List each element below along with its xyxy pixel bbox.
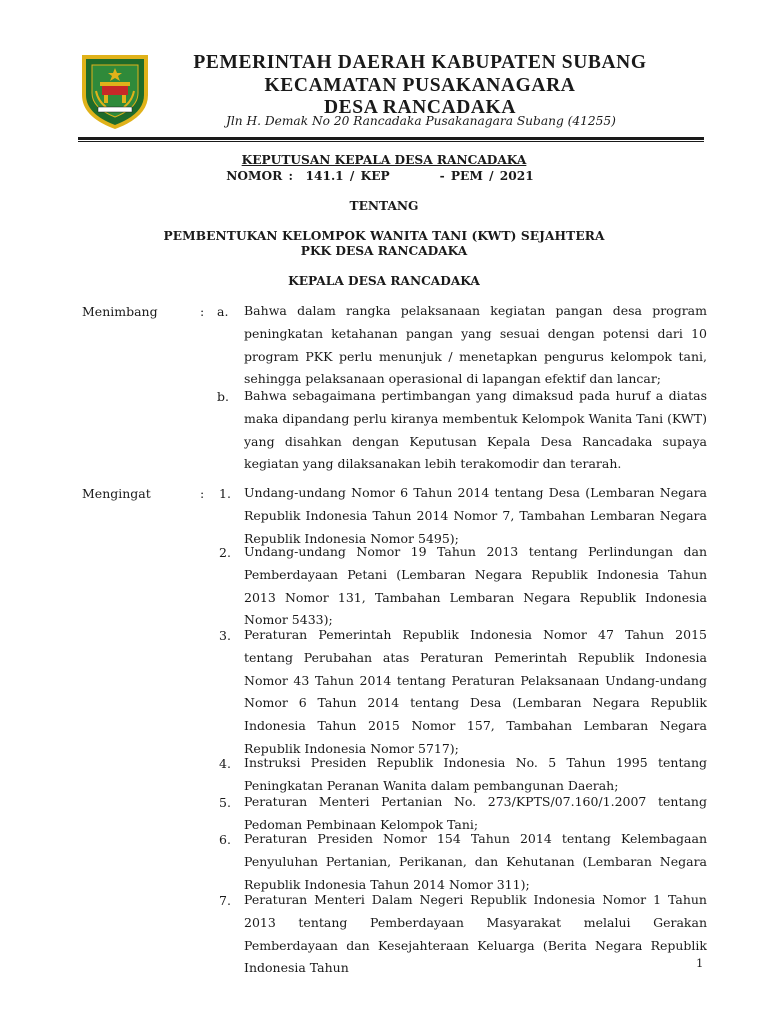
- mengingat-marker-3: 3.: [219, 628, 231, 643]
- subang-regency-emblem-icon: [78, 51, 152, 131]
- mengingat-item-3: Peraturan Pemerintah Republik Indonesia Nomor 47 Tahun 2015 tentang Perubahan atas Peraturan Pemerintah Republik Indonesia Nomor 43 Tahun 2014 tentang Peraturan Pelaksanaan Undang-undang Nomor 6 Tahun 2014 tentang Desa (Lembaran Negara Republik Indonesia Tahun 2015 Nomor 157, Tambahan Lembaran Negara Republik Indonesia Nomor 5717);: [244, 627, 707, 756]
- menimbang-item-b: Bahwa sebagaimana pertimbangan yang dimaksud pada huruf a diatas maka dipandang perlu kiranya membentuk Kelompok Wanita Tani (KWT) yang disahkan dengan Keputusan Kepala Desa Rancadaka supaya kegiatan yang dilaksanakan lebih terakomodir dan terarah.: [244, 388, 707, 472]
- page-number: 1: [696, 956, 704, 970]
- mengingat-item-5: Peraturan Menteri Pertanian No. 273/KPTS/07.160/1.2007 tentang Pedoman Pembinaan Kelompok Tani;: [244, 794, 707, 832]
- letterhead-address: Jln H. Demak No 20 Rancadaka Pusakanagara Subang (41255): [226, 114, 616, 128]
- mengingat-marker-5: 5.: [219, 795, 231, 810]
- menimbang-item-a: Bahwa dalam rangka pelaksanaan kegiatan pangan desa program peningkatan ketahanan pangan yang sesuai dengan potensi dari 10 program PKK perlu menunjuk / menetapkan pengurus kelompok tani, sehingga pelaksanaan operasional di lapangan efektif dan lancar;: [244, 303, 707, 387]
- letterhead-village: DESA RANCADAKA: [323, 97, 517, 118]
- mengingat-item-6: Peraturan Presiden Nomor 154 Tahun 2014 tentang Kelembagaan Penyuluhan Pertanian, Perikanan, dan Kehutanan (Lembaran Negara Republik Indonesia Tahun 2014 Nomor 311);: [244, 831, 707, 892]
- decree-title: KEPUTUSAN KEPALA DESA RANCADAKA: [241, 153, 527, 167]
- mengingat-item-1: Undang-undang Nomor 6 Tahun 2014 tentang Desa (Lembaran Negara Republik Indonesia Tahun 2014 Nomor 7, Tambahan Lembaran Negara Republik Indonesia Nomor 5495);: [244, 485, 707, 546]
- decree-number: NOMOR : 141.1 / KEP - PEM / 2021: [226, 169, 534, 183]
- letterhead-divider: [78, 137, 704, 140]
- mengingat-colon: :: [200, 486, 205, 501]
- letterhead-district: KECAMATAN PUSAKANAGARA: [264, 74, 576, 96]
- letterhead: [150, 52, 690, 120]
- mengingat-marker-6: 6.: [219, 832, 231, 847]
- letterhead-government: PEMERINTAH DAERAH KABUPATEN SUBANG: [193, 52, 647, 73]
- menimbang-label: Menimbang: [82, 304, 158, 319]
- mengingat-marker-7: 7.: [219, 893, 231, 908]
- menimbang-colon: :: [200, 304, 205, 319]
- mengingat-item-2: Undang-undang Nomor 19 Tahun 2013 tentang Perlindungan dan Pemberdayaan Petani (Lembaran Negara Republik Indonesia Tahun 2013 Nomor 131, Tambahan Lembaran Negara Republik Indonesia Nomor 5433);: [244, 544, 707, 628]
- decree-subject-line2: PKK DESA RANCADAKA: [300, 244, 468, 258]
- decree-about-label: TENTANG: [349, 199, 419, 213]
- menimbang-marker-a: a.: [217, 304, 229, 319]
- mengingat-item-4: Instruksi Presiden Republik Indonesia No. 5 Tahun 1995 tentang Peningkatan Peranan Wanita dalam pembangunan Daerah;: [244, 755, 707, 793]
- letterhead-divider-thin: [78, 141, 704, 142]
- menimbang-marker-b: b.: [217, 389, 229, 404]
- decree-subject-line1: PEMBENTUKAN KELOMPOK WANITA TANI (KWT) SEJAHTERA: [163, 229, 605, 243]
- mengingat-item-7: Peraturan Menteri Dalam Negeri Republik Indonesia Nomor 1 Tahun 2013 tentang Pemberdayaan Masyarakat melalui Gerakan Pemberdayaan dan Kesejahteraan Keluarga (Berita Negara Republik Indonesia Tahun: [244, 892, 707, 976]
- mengingat-marker-2: 2.: [219, 545, 231, 560]
- mengingat-marker-1: 1.: [219, 486, 231, 501]
- mengingat-label: Mengingat: [82, 486, 151, 501]
- decree-officer: KEPALA DESA RANCADAKA: [288, 274, 480, 288]
- mengingat-marker-4: 4.: [219, 756, 231, 771]
